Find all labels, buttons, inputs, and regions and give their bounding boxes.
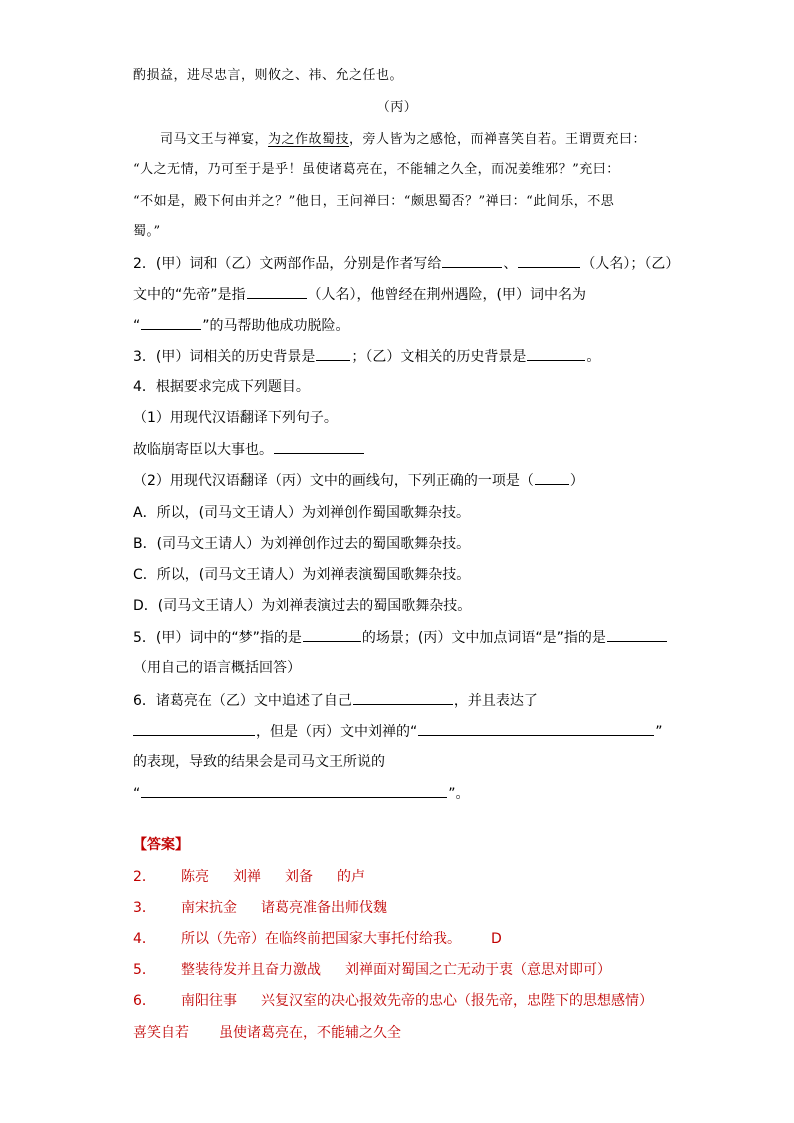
question-text: ，但是（丙）文中刘禅的“ [256,724,418,740]
answer-blank[interactable] [133,721,255,736]
answer-text: 喜笑自若 [133,1025,189,1041]
answer-row-continued [133,1023,401,1043]
question-text: ；（乙）文相关的历史背景是 [351,349,527,365]
answer-blank[interactable] [141,315,201,330]
passage-line [160,130,646,150]
answer-text: 南阳往事 [181,993,237,1009]
answers-title: 【答案】 [133,837,189,853]
answer-blank[interactable] [303,627,361,642]
question-2 [133,253,679,274]
question-text: （人名）；（乙） [581,256,680,272]
question-text: （人名），他曾经在荆州遇险，(甲）词中名为 [307,287,586,303]
option-d[interactable]: D．(司马文王请人）为刘禅表演过去的蜀国歌舞杂技。 [133,598,472,614]
answer-row [133,960,611,980]
answer-blank[interactable] [141,783,447,798]
answer-text: 虽使诸葛亮在，不能辅之久全 [219,1025,401,1041]
question-text: 故临崩寄臣以大事也。 [133,442,273,458]
answer-blank[interactable] [535,470,569,485]
question-text: 。 [586,349,601,365]
question-4-2 [133,470,584,491]
passage-line: 酌损益，进尽忠言，则攸之、祎、允之任也。 [133,68,404,83]
answer-text: 诸葛亮准备出师伐魏 [261,900,387,916]
passage-text: ，旁人皆为之感怆，而禅喜笑自若。王谓贾充曰： [349,132,647,147]
underlined-sentence: 为之作故蜀 [268,132,336,147]
section-title: （丙） [376,100,418,115]
question-2-line2 [133,284,586,305]
answer-text: 刘备 [285,869,313,885]
question-text: 2．(甲）词和（乙）文两部作品，分别是作者写给 [133,256,442,272]
answer-blank[interactable] [527,346,585,361]
question-6-line2 [133,721,663,742]
option-a[interactable]: A．所以，(司马文王请人）为刘禅创作蜀国歌舞杂技。 [133,505,471,521]
question-text: ） [569,473,584,489]
question-6-line4 [133,783,470,804]
question-text: ”的马帮助他成功脱险。 [202,318,350,334]
passage-line: 蜀。” [133,224,161,239]
answer-blank[interactable] [274,439,364,454]
question-4-1-sentence [133,439,365,460]
question-text: 的场景；(丙）文中加点词语“是”指的是 [361,630,606,646]
question-4: 4．根据要求完成下列题目。 [133,379,310,395]
answer-blank[interactable] [316,346,350,361]
question-5-line2: （用自己的语言概括回答） [133,660,301,676]
passage-text: 司马文王与禅宴， [160,132,269,147]
answer-text: 所以（先帝）在临终前把国家大事托付给我。 [181,931,461,947]
answer-text: 刘禅面对蜀国之亡无动于衷（意思对即可） [345,962,611,978]
question-text: ，并且表达了 [453,693,538,709]
question-6-line3: 的表现，导致的结果会是司马文王所说的 [133,754,385,770]
option-b[interactable]: B．(司马文王请人）为刘禅创作过去的蜀国歌舞杂技。 [133,536,471,552]
answer-number: 4． [133,931,156,947]
answer-blank[interactable] [247,284,307,299]
answer-text: D [491,931,502,947]
question-5 [133,627,668,648]
answer-number: 6． [133,993,156,1009]
question-text: 6．诸葛亮在（乙）文中追述了自己 [133,693,352,709]
answer-row [133,929,502,949]
question-text: （2）用现代汉语翻译（丙）文中的画线句，下列正确的一项是（ [133,473,534,489]
answer-blank[interactable] [518,253,580,268]
question-text: 文中的“先帝”是指 [133,287,246,303]
answer-row [133,867,365,887]
question-6 [133,690,538,711]
answer-text: 刘禅 [233,869,261,885]
passage-line: “人之无情，乃可至于是乎！虽使诸葛亮在，不能辅之久全，而况姜维邪？”充曰： [133,162,620,177]
answer-text: 陈亮 [181,869,209,885]
answer-number: 2． [133,869,156,885]
answer-text: 的卢 [337,869,365,885]
answer-row [133,991,653,1011]
question-3 [133,346,600,367]
underlined-sentence-end: 技 [335,132,350,147]
answer-text: 整装待发并且奋力激战 [181,962,321,978]
question-text: 3．(甲）词相关的历史背景是 [133,349,316,365]
question-text: ”。 [448,786,470,802]
answer-blank[interactable] [353,690,453,705]
answer-blank[interactable] [442,253,502,268]
passage-line: “不如是，殿下何由并之？”他日，王问禅曰：“颇思蜀否？”禅曰：“此间乐，不思 [133,194,615,209]
question-text: “ [133,318,141,334]
answer-text: 兴复汉室的决心报效先帝的忠心（报先帝，忠陛下的思想感情） [261,993,653,1009]
question-text: 5．(甲）词中的“梦”指的是 [133,630,302,646]
answer-blank[interactable] [418,721,654,736]
answer-number: 5． [133,962,156,978]
question-2-line3 [133,315,350,336]
answer-number: 3． [133,900,156,916]
question-text: 、 [503,256,518,272]
question-4-1: （1）用现代汉语翻译下列句子。 [133,410,338,426]
answer-text: 南宋抗金 [181,900,237,916]
answer-blank[interactable] [607,627,667,642]
question-text: ” [655,724,663,740]
option-c[interactable]: C．所以，(司马文王请人）为刘禅表演蜀国歌舞杂技。 [133,567,471,583]
answer-row [133,898,387,918]
question-text: “ [133,786,141,802]
